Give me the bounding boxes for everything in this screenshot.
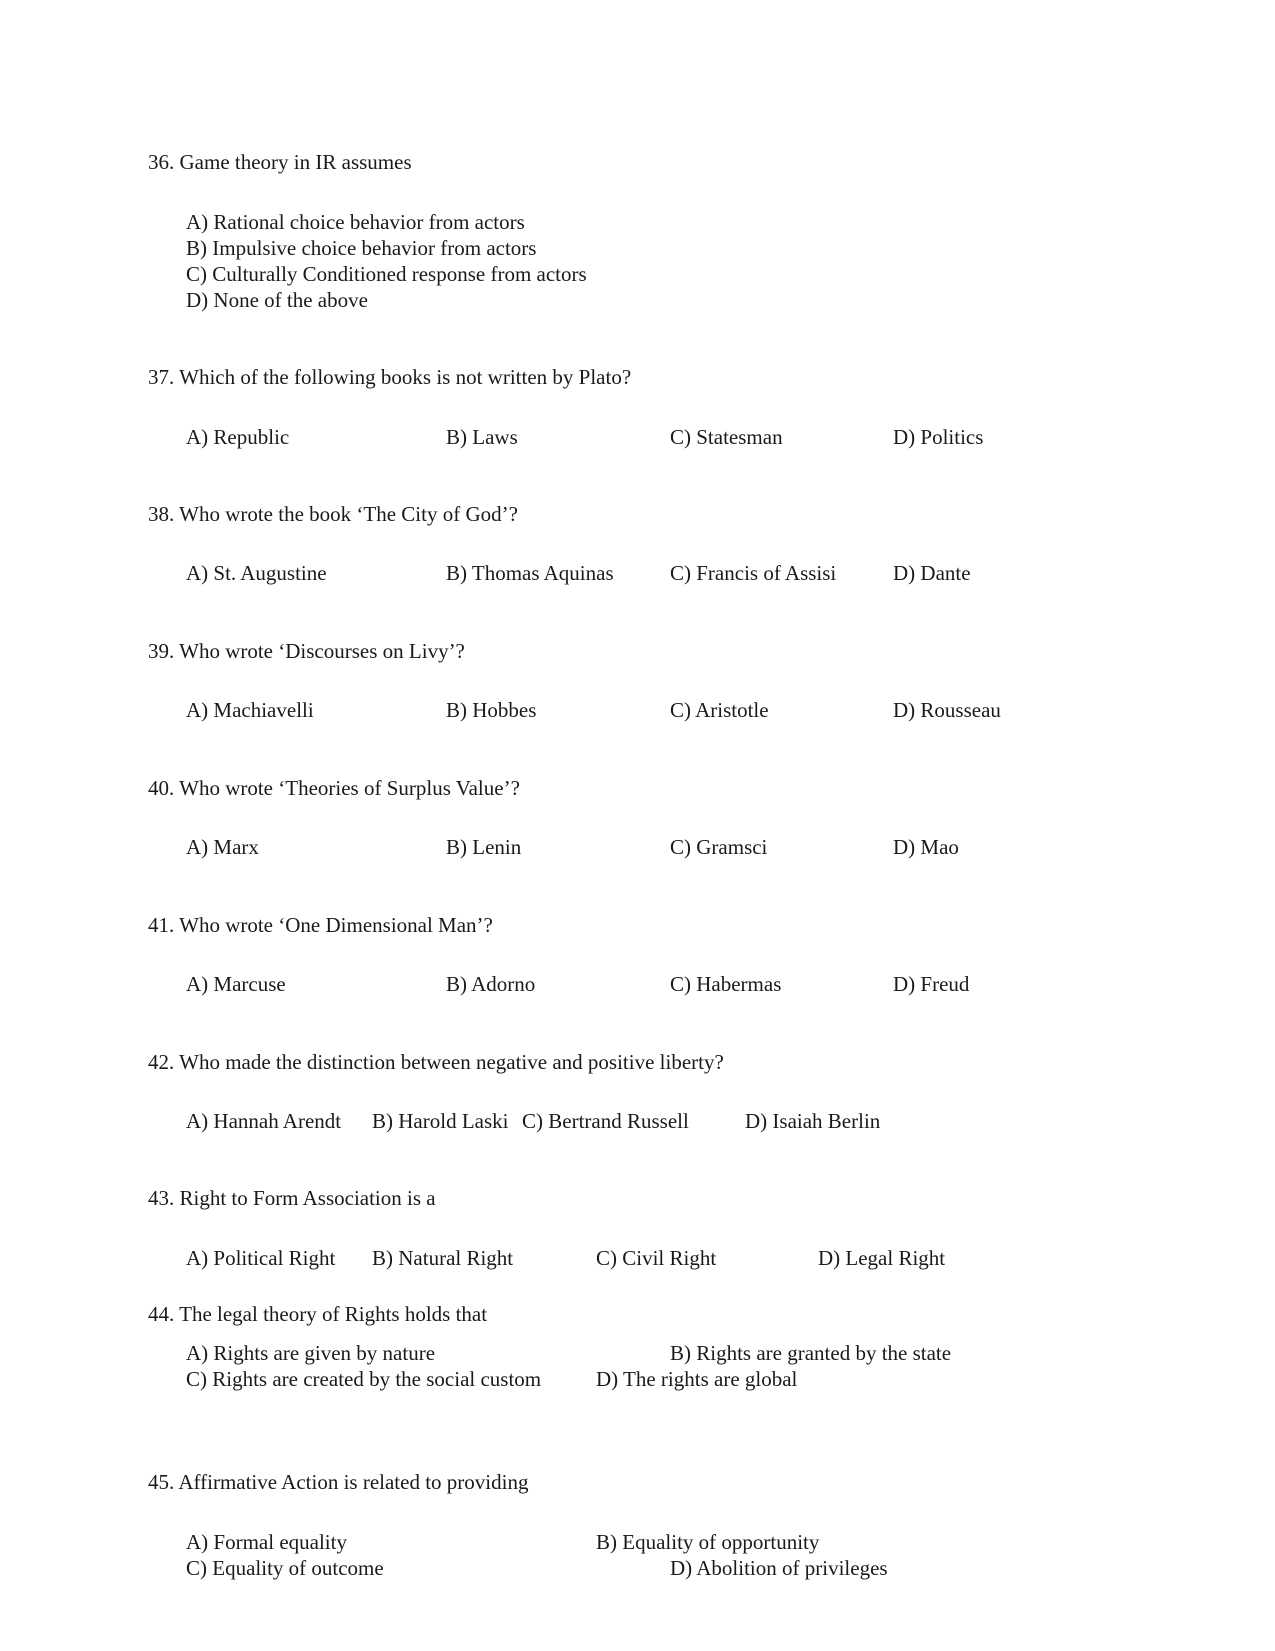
question-41-option-b: B) Adorno xyxy=(446,972,536,996)
question-37-option-c: C) Statesman xyxy=(670,425,783,449)
question-42-option-c: C) Bertrand Russell xyxy=(522,1109,689,1133)
question-36-option-a: A) Rational choice behavior from actors xyxy=(186,210,525,234)
question-38-option-d: D) Dante xyxy=(893,561,971,585)
question-39-option-c: C) Aristotle xyxy=(670,698,769,722)
question-42-option-b: B) Harold Laski xyxy=(372,1109,509,1133)
question-45-option-c: C) Equality of outcome xyxy=(186,1556,384,1580)
question-40-option-c: C) Gramsci xyxy=(670,835,768,859)
question-44-option-a: A) Rights are given by nature xyxy=(186,1341,436,1365)
question-43-option-a: A) Political Right xyxy=(186,1246,336,1270)
question-42-option-a: A) Hannah Arendt xyxy=(186,1109,342,1133)
question-38-stem: 38. Who wrote the book ‘The City of God’? xyxy=(148,502,518,526)
question-40-option-d: D) Mao xyxy=(893,835,959,859)
question-45-option-d: D) Abolition of privileges xyxy=(670,1556,888,1580)
question-37-stem: 37. Which of the following books is not written by Plato? xyxy=(148,365,632,389)
question-38-option-c: C) Francis of Assisi xyxy=(670,561,837,585)
question-40-option-a: A) Marx xyxy=(186,835,259,859)
question-40-stem: 40. Who wrote ‘Theories of Surplus Value’? xyxy=(148,776,520,800)
question-39-option-b: B) Hobbes xyxy=(446,698,537,722)
question-36-option-d: D) None of the above xyxy=(186,288,368,312)
question-36-option-b: B) Impulsive choice behavior from actors xyxy=(186,236,537,260)
question-37-option-a: A) Republic xyxy=(186,425,290,449)
question-43-option-b: B) Natural Right xyxy=(372,1246,514,1270)
question-42-stem: 42. Who made the distinction between negative and positive liberty? xyxy=(148,1050,724,1074)
question-41-stem: 41. Who wrote ‘One Dimensional Man’? xyxy=(148,913,493,937)
question-37-option-d: D) Politics xyxy=(893,425,984,449)
question-38-option-b: B) Thomas Aquinas xyxy=(446,561,614,585)
question-44-option-c: C) Rights are created by the social custom xyxy=(186,1367,542,1391)
question-45-stem: 45. Affirmative Action is related to providing xyxy=(148,1470,529,1494)
question-43-option-d: D) Legal Right xyxy=(818,1246,946,1270)
question-40-option-b: B) Lenin xyxy=(446,835,522,859)
question-45-option-a: A) Formal equality xyxy=(186,1530,347,1554)
question-41-option-a: A) Marcuse xyxy=(186,972,286,996)
question-44-stem: 44. The legal theory of Rights holds that xyxy=(148,1302,488,1326)
question-39-stem: 39. Who wrote ‘Discourses on Livy’? xyxy=(148,639,465,663)
question-44-option-d: D) The rights are global xyxy=(596,1367,798,1391)
question-39-option-d: D) Rousseau xyxy=(893,698,1001,722)
question-36-stem: 36. Game theory in IR assumes xyxy=(148,150,412,174)
question-45-option-b: B) Equality of opportunity xyxy=(596,1530,820,1554)
question-43-stem: 43. Right to Form Association is a xyxy=(148,1186,436,1210)
question-44-option-b: B) Rights are granted by the state xyxy=(670,1341,952,1365)
question-43-option-c: C) Civil Right xyxy=(596,1246,717,1270)
question-41-option-c: C) Habermas xyxy=(670,972,782,996)
question-38-option-a: A) St. Augustine xyxy=(186,561,327,585)
question-39-option-a: A) Machiavelli xyxy=(186,698,314,722)
question-41-option-d: D) Freud xyxy=(893,972,970,996)
question-42-option-d: D) Isaiah Berlin xyxy=(745,1109,881,1133)
question-36-option-c: C) Culturally Conditioned response from actors xyxy=(186,262,587,286)
question-37-option-b: B) Laws xyxy=(446,425,518,449)
